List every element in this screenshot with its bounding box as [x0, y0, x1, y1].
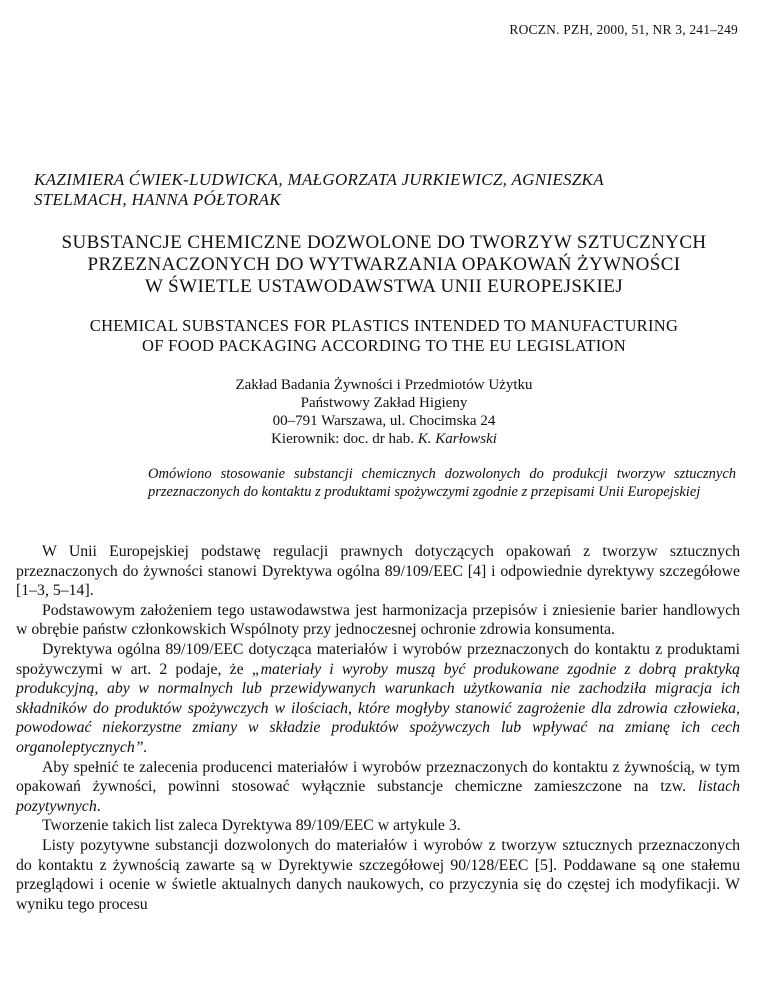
running-head: ROCZN. PZH, 2000, 51, NR 3, 241–249	[509, 22, 738, 37]
body-text	[16, 542, 740, 914]
author-line-2: STELMACH, HANNA PÓŁTORAK	[34, 190, 281, 209]
affiliation-head-name: K. Karłowski	[417, 431, 497, 447]
paragraph-4-italic: listach pozytywnych	[16, 778, 740, 815]
affiliation-institute: Państwowy Zakład Higieny	[300, 395, 468, 411]
paragraph-4-end: .	[96, 797, 101, 815]
title-polish	[0, 232, 768, 298]
paragraph-6: Listy pozytywne substancji dozwolonych do materiałów i wyrobów z tworzyw sztucznych przeznaczonych do kontaktu z żywnością zawarte są w Dyrektywie szczegółowej 90/128/EEC [5]. Poddawane są one stałemu przeglądowi i ocenie w świetle aktualnych danych naukowych, co przyczynia się do częstej ich modyfikacji. W wyniku tego procesu	[16, 836, 740, 913]
title-pl-line-2: PRZEZNACZONYCH DO WYTWARZANIA OPAKOWAŃ ŻYWNOŚCI	[87, 254, 681, 275]
paragraph-5: Tworzenie takich list zaleca Dyrektywa 89/109/EEC w artykule 3.	[42, 817, 461, 835]
title-en-line-2: OF FOOD PACKAGING ACCORDING TO THE EU LEGISLATION	[142, 336, 626, 355]
affiliation	[0, 376, 768, 448]
paragraph-3-quote: „materiały i wyroby muszą być produkowane zgodnie z dobrą praktyką produkcyjną, aby w normalnych lub przewidywanych warunkach użytkowania nie zachodziła migracja ich składników do produktów spożywczych w ilościach, które mogłyby stanowić zagrożenie dla zdrowia człowieka, powodować niekorzystne zmiany w składzie produktów spożywczych lub wpływać na zmianę ich cech organoleptycznych”.	[16, 660, 740, 756]
affiliation-head	[0, 430, 768, 448]
paragraph-4	[16, 758, 740, 817]
abstract: Omówiono stosowanie substancji chemicznych dozwolonych do produkcji tworzyw sztucznych przeznaczonych do kontaktu z produktami spożywczymi zgodnie z przepisami Unii Europejskiej	[148, 466, 736, 500]
paragraph-3	[16, 640, 740, 758]
title-en-line-1: CHEMICAL SUBSTANCES FOR PLASTICS INTENDED TO MANUFACTURING	[89, 316, 679, 335]
title-pl-line-3: W ŚWIETLE USTAWODAWSTWA UNII EUROPEJSKIEJ	[145, 276, 623, 297]
affiliation-department: Zakład Badania Żywności i Przedmiotów Użytku	[235, 377, 533, 393]
title-english	[0, 316, 768, 356]
paragraph-2: Podstawowym założeniem tego ustawodawstwa jest harmonizacja przepisów i zniesienie barier handlowych w obrębie państw członkowskich Wspólnoty przy jednoczesnej ochronie zdrowia konsumenta.	[16, 601, 740, 639]
affiliation-head-label: Kierownik: doc. dr hab.	[271, 431, 418, 447]
paragraph-3-intro: Dyrektywa ogólna 89/109/EEC dotycząca materiałów i wyrobów przeznaczonych do kontaktu z produktami spożywczymi w art. 2 podaje, że	[16, 640, 740, 678]
affiliation-address: 00–791 Warszawa, ul. Chocimska 24	[272, 413, 496, 429]
paragraph-4-text: Aby spełnić te zalecenia producenci materiałów i wyrobów przeznaczonych do kontaktu z żywnością, w tym opakowań żywności, powinni stosować wyłącznie substancje chemiczne zamieszczone na tzw.	[16, 758, 740, 796]
author-list	[34, 170, 734, 210]
title-pl-line-1: SUBSTANCJE CHEMICZNE DOZWOLONE DO TWORZYW SZTUCZNYCH	[61, 232, 707, 253]
author-line-1: KAZIMIERA ĆWIEK-LUDWICKA, MAŁGORZATA JURKIEWICZ, AGNIESZKA	[34, 170, 604, 189]
paragraph-1: W Unii Europejskiej podstawę regulacji prawnych dotyczących opakowań z tworzyw sztucznych przeznaczonych do żywności stanowi Dyrektywa ogólna 89/109/EEC [4] i odpowiednie dyrektywy szczegółowe [1–3, 5–14].	[16, 543, 740, 600]
